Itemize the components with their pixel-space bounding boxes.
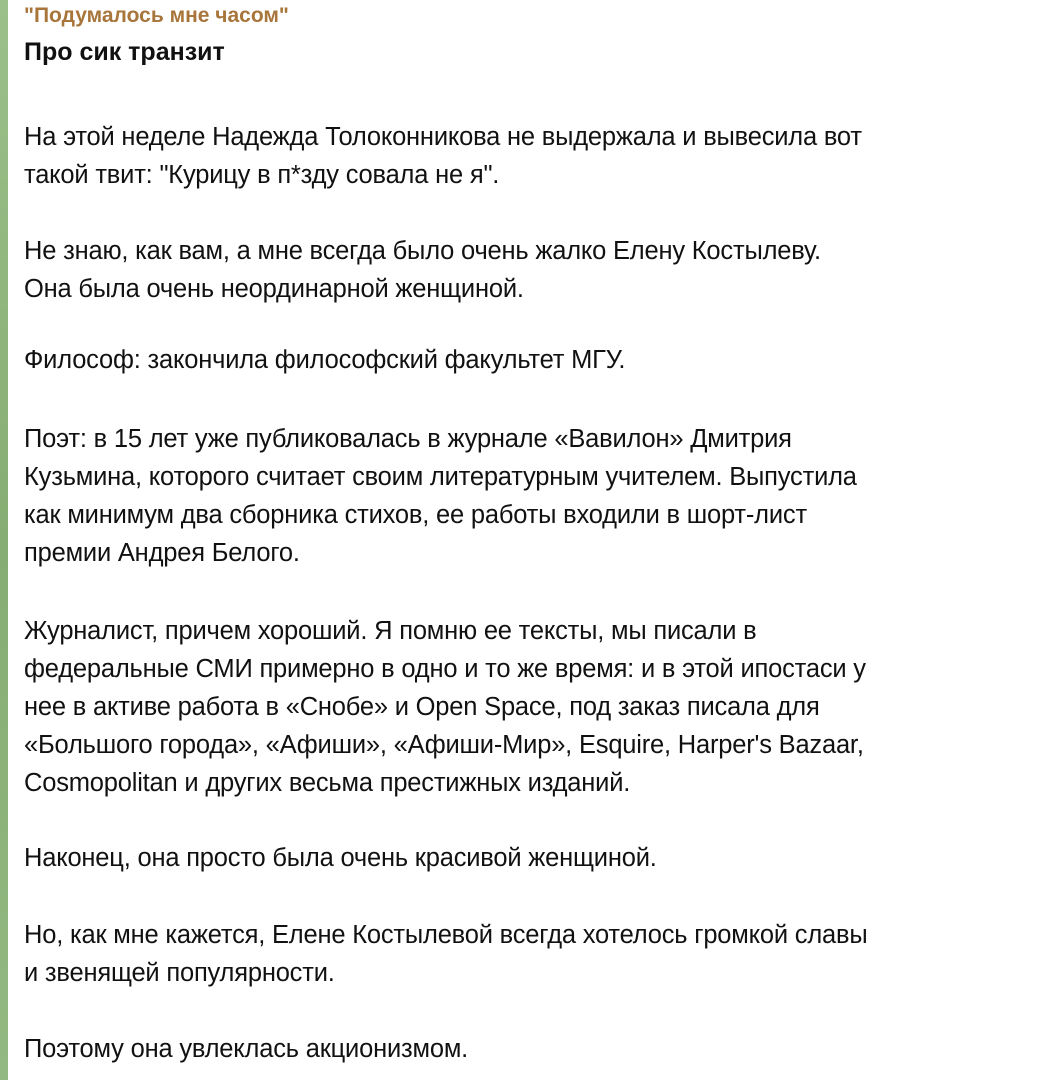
text-line: Поэт: в 15 лет уже публиковалась в журнале «Вавилон» Дмитрия xyxy=(24,425,792,453)
text-line: федеральные СМИ примерно в одно и то же время: и в этой ипостаси у xyxy=(24,655,866,683)
text-line: премии Андрея Белого. xyxy=(24,539,300,567)
text-line: На этой неделе Надежда Толоконникова не выдержала и вывесила вот xyxy=(24,123,862,151)
text-line: Наконец, она просто была очень красивой женщиной. xyxy=(24,844,657,872)
text-line: Философ: закончила философский факультет МГУ. xyxy=(24,346,626,374)
text-line: Cosmopolitan и других весьма престижных изданий. xyxy=(24,769,631,797)
text-line: Поэтому она увлеклась акционизмом. xyxy=(24,1035,469,1063)
text-line: Но, как мне кажется, Елене Костылевой всегда хотелось громкой славы xyxy=(24,921,868,949)
text-line: Она была очень неординарной женщиной. xyxy=(24,275,524,303)
post-title: Про сик транзит xyxy=(24,38,225,66)
paragraph-5 xyxy=(24,612,1034,802)
paragraph-8 xyxy=(24,1030,1034,1068)
paragraph-6 xyxy=(24,839,1034,877)
paragraph-1 xyxy=(24,118,1034,194)
text-line: нее в активе работа в «Снобе» и Open Space, под заказ писала для xyxy=(24,693,820,721)
paragraph-4 xyxy=(24,420,1034,572)
text-line: Кузьмина, которого считает своим литературным учителем. Выпустила xyxy=(24,463,857,491)
paragraph-3 xyxy=(24,341,1034,379)
text-line: «Большого города», «Афиши», «Афиши-Мир», Esquire, Harper's Bazaar, xyxy=(24,731,864,759)
message-bubble[interactable] xyxy=(8,0,1044,1080)
paragraph-2 xyxy=(24,232,1034,308)
forwarded-from-channel-name[interactable]: "Подумалось мне часом" xyxy=(24,4,289,27)
text-line: как минимум два сборника стихов, ее работы входили в шорт-лист xyxy=(24,501,807,529)
text-line: такой твит: "Курицу в п*зду совала не я". xyxy=(24,161,500,189)
text-line: Журналист, причем хороший. Я помню ее тексты, мы писали в xyxy=(24,617,757,645)
text-line: и звенящей популярности. xyxy=(24,959,335,987)
text-line: Не знаю, как вам, а мне всегда было очень жалко Елену Костылеву. xyxy=(24,237,821,265)
paragraph-7 xyxy=(24,916,1034,992)
